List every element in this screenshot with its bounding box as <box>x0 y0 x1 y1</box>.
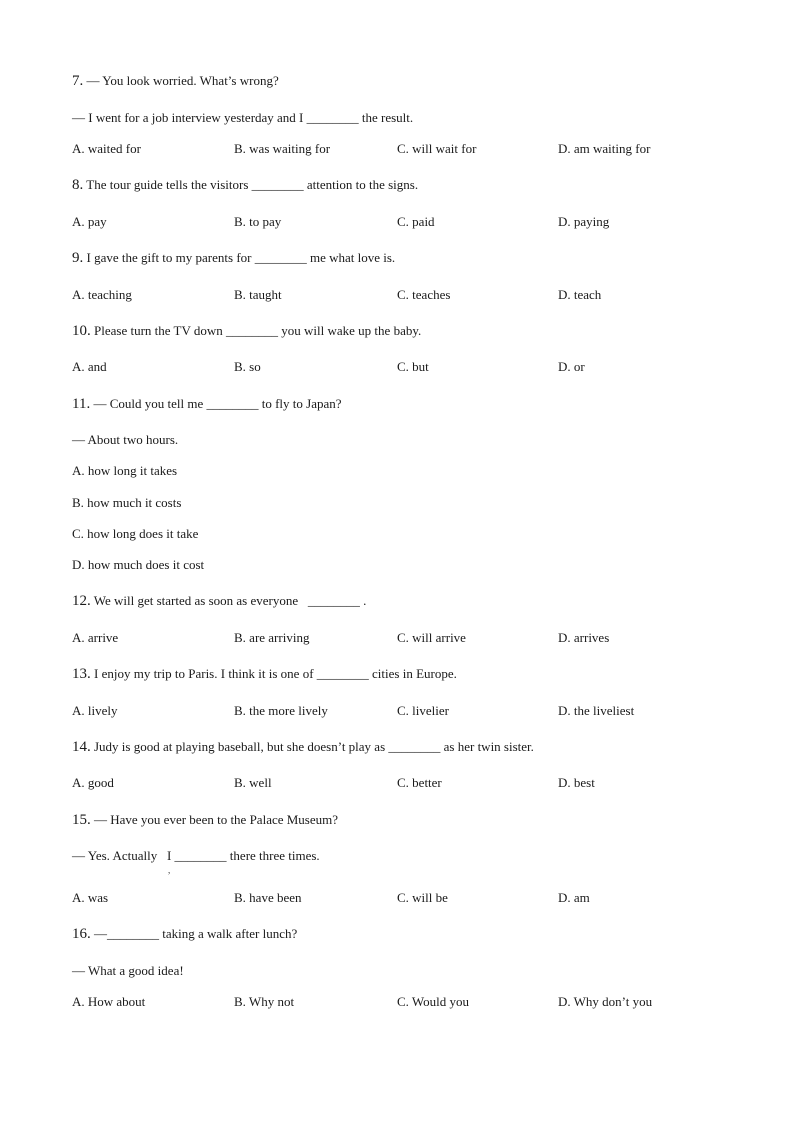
question-14-option-a: A. good <box>72 775 114 790</box>
question-8-option-c: C. paid <box>397 214 435 229</box>
question-16-option-c: C. Would you <box>397 994 470 1009</box>
question-9-option-b: B. taught <box>234 287 282 302</box>
question-12-option-a: A. arrive <box>72 630 119 645</box>
question-9-option-d: D. teach <box>558 287 602 302</box>
question-7-option-d: D. am waiting for <box>558 141 651 156</box>
question-7-stem: 7. — You look worried. What’s wrong? <box>72 73 279 89</box>
question-12-option-b: B. are arriving <box>234 630 310 645</box>
question-11-option-a: A. how long it takes <box>72 463 178 478</box>
question-10-option-d: D. or <box>558 359 585 374</box>
question-15-option-b: B. have been <box>234 890 302 905</box>
question-16-option-d: D. Why don’t you <box>558 994 653 1009</box>
question-10-stem: 10. Please turn the TV down ________ you will wake up the baby. <box>72 323 422 339</box>
question-8-stem: 8. The tour guide tells the visitors ________ attention to the signs. <box>72 177 419 193</box>
question-13-option-b: B. the more lively <box>234 703 328 718</box>
question-16-option-a: A. How about <box>72 994 146 1009</box>
question-9-option-c: C. teaches <box>397 287 451 302</box>
question-14-option-d: D. best <box>558 775 595 790</box>
question-10-option-b: B. so <box>234 359 261 374</box>
question-14-option-b: B. well <box>234 775 272 790</box>
question-16-stem: 16. —________ taking a walk after lunch? <box>72 926 298 942</box>
question-10-option-a: A. and <box>72 359 107 374</box>
question-13-option-c: C. livelier <box>397 703 449 718</box>
question-11-stem: 11. — Could you tell me ________ to fly to Japan? <box>72 396 342 412</box>
question-14-stem: 14. Judy is good at playing baseball, but she doesn’t play as ________ as her twin sister. <box>72 739 534 755</box>
question-15-option-c: C. will be <box>397 890 448 905</box>
question-8-option-a: A. pay <box>72 214 107 229</box>
question-7-option-b: B. was waiting for <box>234 141 331 156</box>
question-11-reply: — About two hours. <box>72 432 179 447</box>
question-7-option-c: C. will wait for <box>397 141 477 156</box>
question-10-option-c: C. but <box>397 359 429 374</box>
question-9-option-a: A. teaching <box>72 287 132 302</box>
question-13-option-a: A. lively <box>72 703 118 718</box>
question-13-option-d: D. the liveliest <box>558 703 635 718</box>
question-12-option-d: D. arrives <box>558 630 610 645</box>
question-12-stem: 12. We will get started as soon as everyone ________ . <box>72 593 367 609</box>
question-8-option-d: D. paying <box>558 214 610 229</box>
question-7-option-a: A. waited for <box>72 141 141 156</box>
stray-comma-mark: , <box>168 865 171 875</box>
question-11-option-d: D. how much does it cost <box>72 557 205 572</box>
question-7-reply: — I went for a job interview yesterday and I ________ the result. <box>72 110 414 125</box>
question-11-option-c: C. how long does it take <box>72 526 199 541</box>
question-16-option-b: B. Why not <box>234 994 295 1009</box>
question-15-option-d: D. am <box>558 890 590 905</box>
question-13-stem: 13. I enjoy my trip to Paris. I think it is one of ________ cities in Europe. <box>72 666 457 682</box>
question-12-option-c: C. will arrive <box>397 630 466 645</box>
question-16-reply: — What a good idea! <box>72 963 184 978</box>
question-14-option-c: C. better <box>397 775 442 790</box>
question-8-option-b: B. to pay <box>234 214 282 229</box>
question-15-reply: — Yes. Actually I ________ there three times. <box>72 848 320 863</box>
question-11-option-b: B. how much it costs <box>72 495 182 510</box>
question-9-stem: 9. I gave the gift to my parents for ________ me what love is. <box>72 250 396 266</box>
question-15-option-a: A. was <box>72 890 109 905</box>
question-15-stem: 15. — Have you ever been to the Palace Museum? <box>72 812 339 828</box>
